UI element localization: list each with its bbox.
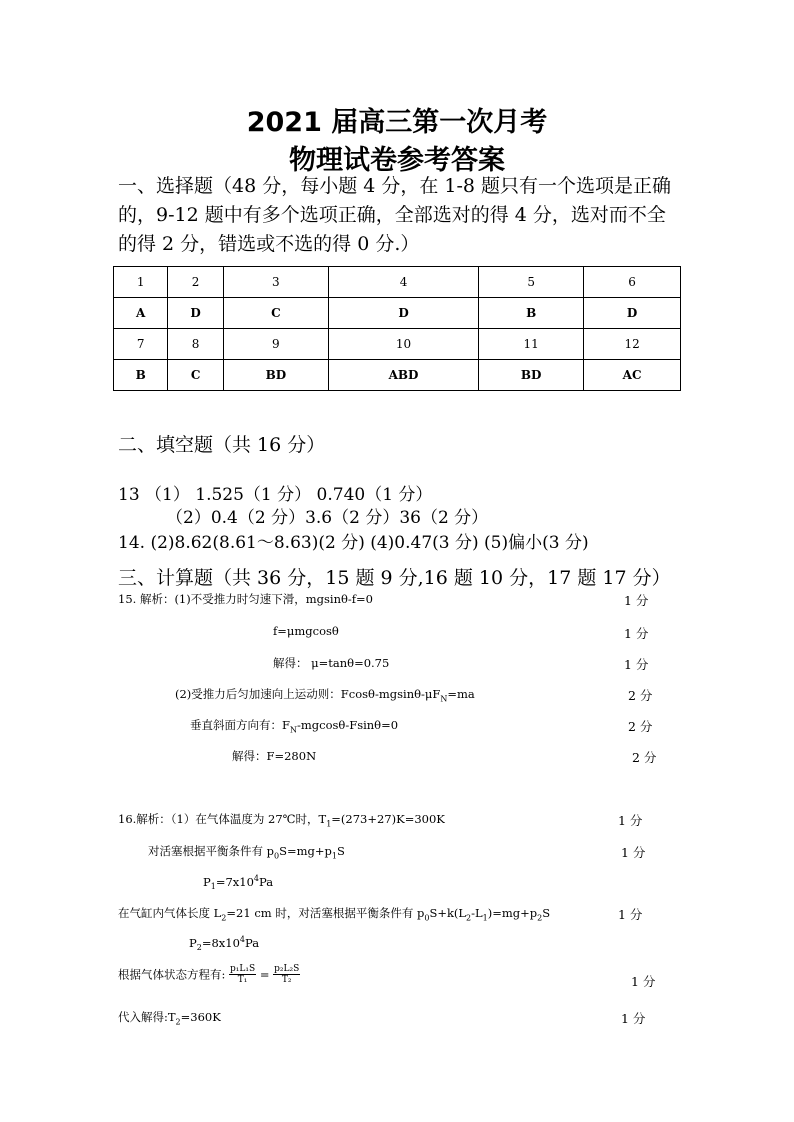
q15-line3: 解得： μ=tanθ=0.75	[273, 656, 390, 670]
table-cell: 12	[584, 329, 681, 360]
table-cell: A	[114, 298, 168, 329]
table-cell: 7	[114, 329, 168, 360]
table-cell: B	[114, 360, 168, 391]
q14-line: 14. (2)8.62(8.61～8.63)(2 分) (4)0.47(3 分) (5)偏小(3 分)	[118, 533, 589, 553]
table-cell: 5	[479, 267, 584, 298]
q13-line1: 13 （1） 1.525（1 分） 0.740（1 分）	[118, 485, 433, 505]
q16-score4: 1 分	[631, 974, 656, 989]
q15-line2: f=μmgcosθ	[273, 624, 339, 638]
section2-title: 二、填空题（共 16 分）	[118, 434, 326, 456]
q16-score3: 1 分	[618, 907, 643, 922]
fraction-right: $\frac{\text{p₂L₂S}}{\text{T₂}}$	[274, 964, 300, 985]
table-cell: 4	[328, 267, 478, 298]
table-row	[114, 267, 681, 298]
q15-line4: (2)受推力后匀加速向上运动则：Fcosθ-$mgsin\theta-\mu F_N=ma$	[175, 687, 475, 704]
table-cell: 8	[168, 329, 224, 360]
q15-score3: 1 分	[624, 657, 649, 672]
q16-line3: $P_1=7x10^4Pa$	[203, 874, 274, 892]
q16-score5: 1 分	[621, 1011, 646, 1026]
answer-table	[113, 266, 681, 391]
table-cell: 6	[584, 267, 681, 298]
q16-line6: 根据气体状态方程有: $\frac{\text{p₁L₁S}}{\text{T₁}}$ = $\frac{\text{p₂L₂S}}{\text{T₂}}$	[118, 964, 300, 985]
q15-line5: 垂直斜面方向有：$F_N-mgcos\theta-Fsin\theta=0$	[190, 718, 399, 735]
table-cell: 2	[168, 267, 224, 298]
table-cell: 1	[114, 267, 168, 298]
table-cell: 9	[223, 329, 328, 360]
table-cell: D	[328, 298, 478, 329]
table-cell: 3	[223, 267, 328, 298]
q16-score2: 1 分	[621, 845, 646, 860]
section1-intro: 一、选择题（48 分，每小题 4 分，在 1-8 题只有一个选项是正确的，9-12 题中有多个选项正确，全部选对的得 4 分，选对而不全的得 2 分，错选或不选的得 0 分.）	[118, 175, 672, 255]
table-cell: D	[584, 298, 681, 329]
table-cell: 11	[479, 329, 584, 360]
table-cell: ABD	[328, 360, 478, 391]
q15-score5: 2 分	[628, 719, 653, 734]
table-cell: 10	[328, 329, 478, 360]
q16-line1: 16.解析：（1）在气体温度为 27℃时，$T_1=(273+27)K=300K$	[118, 812, 445, 829]
table-cell: BD	[479, 360, 584, 391]
section3-title: 三、计算题（共 36 分，15 题 9 分,16 题 10 分，17 题 17 分）	[118, 567, 671, 589]
q15-line6: 解得：F=280N	[232, 749, 317, 763]
table-cell: D	[168, 298, 224, 329]
table-row	[114, 360, 681, 391]
q16-line2: 对活塞根据平衡条件有 $p_0S=mg+p_1S$	[148, 844, 345, 861]
q15-score6: 2 分	[632, 750, 657, 765]
page-subtitle: 物理试卷参考答案	[289, 145, 505, 176]
table-cell: AC	[584, 360, 681, 391]
q16-line7: 代入解得$:T_2=360K$	[118, 1010, 221, 1027]
q15-score2: 1 分	[624, 626, 649, 641]
q15-score4: 2 分	[628, 688, 653, 703]
q16-score1: 1 分	[618, 813, 643, 828]
table-cell: C	[168, 360, 224, 391]
table-row	[114, 329, 681, 360]
table-cell: C	[223, 298, 328, 329]
page-title: 2021 届高三第一次月考	[246, 107, 548, 138]
table-cell: B	[479, 298, 584, 329]
table-cell: BD	[223, 360, 328, 391]
table-row	[114, 298, 681, 329]
fraction-left: $\frac{\text{p₁L₁S}}{\text{T₁}}$	[230, 964, 256, 985]
q16-line5: $P_2=8x10^4Pa$	[189, 935, 260, 953]
q15-score1: 1 分	[624, 593, 649, 608]
q16-line4: 在气缸内气体长度 $L_2=21$ cm 时，对活塞根据平衡条件有 $p_0S+k(L_2-L_1)=mg+p_2S$	[118, 906, 551, 923]
q15-line1: 15. 解析：(1)不受推力时匀速下滑，mgsinθ-f=0	[118, 592, 374, 606]
q13-line2: （2）0.4（2 分）3.6（2 分）36（2 分）	[166, 508, 489, 528]
